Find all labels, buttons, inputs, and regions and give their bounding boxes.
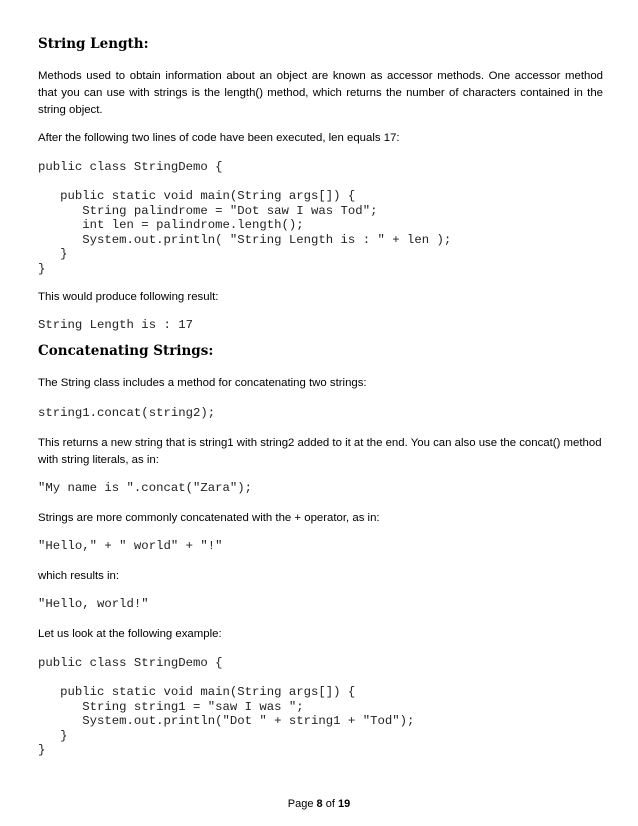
footer-page-label: Page: [287, 798, 314, 810]
paragraph-len-equals: After the following two lines of code have been executed, len equals 17:: [38, 132, 400, 144]
code-hello-world-output: "Hello, world!": [38, 597, 149, 611]
section-heading-concatenating-strings: Concatenating Strings:: [38, 343, 214, 359]
code-line: }: [38, 743, 46, 757]
paragraph-returns-new-string: This returns a new string that is string1 with string2 added to it at the end. You can also use the concat() method with string literals, as in:: [38, 437, 602, 466]
code-line: System.out.println("Dot " + string1 + "Tod");: [38, 714, 415, 728]
code-line: }: [38, 261, 46, 276]
code-concat-call: string1.concat(string2);: [38, 406, 216, 420]
section-heading-string-length: String Length:: [38, 36, 149, 52]
paragraph-results-in: which results in:: [38, 570, 120, 582]
code-line: String palindrome = "Dot saw I was Tod";: [38, 203, 378, 218]
code-line: public static void main(String args[]) {: [38, 685, 356, 699]
page-footer: [0, 798, 638, 810]
paragraph-produce-result: This would produce following result:: [38, 291, 219, 303]
paragraph-following-example: Let us look at the following example:: [38, 628, 222, 640]
code-line: String string1 = "saw I was ";: [38, 699, 304, 714]
code-line: }: [38, 247, 68, 261]
code-line: System.out.println( "String Length is : " + len );: [38, 232, 452, 247]
code-plus-concat: "Hello," + " world" + "!": [38, 539, 223, 553]
footer-current-page: 8: [316, 798, 323, 810]
code-block-string-length: [38, 160, 451, 276]
code-block-concat-example: [38, 656, 414, 758]
paragraph-concat-method: The String class includes a method for concatenating two strings:: [38, 377, 367, 389]
paragraph-plus-operator: Strings are more commonly concatenated with the + operator, as in:: [38, 512, 380, 524]
code-line: public static void main(String args[]) {: [38, 189, 356, 203]
code-line: public class StringDemo {: [38, 160, 223, 174]
code-literal-concat: "My name is ".concat("Zara");: [38, 481, 253, 495]
code-line: }: [38, 728, 68, 743]
footer-of-label: of: [325, 798, 335, 810]
code-output-string-length: String Length is : 17: [38, 318, 193, 332]
paragraph-accessor-methods: Methods used to obtain information about an object are known as accessor methods. One accessor method that you can use with strings is the length() method, which returns the number of characters contained in the string object.: [38, 70, 603, 116]
code-line: int len = palindrome.length();: [38, 218, 304, 232]
footer-total-pages: 19: [337, 798, 351, 810]
code-line: public class StringDemo {: [38, 656, 223, 670]
